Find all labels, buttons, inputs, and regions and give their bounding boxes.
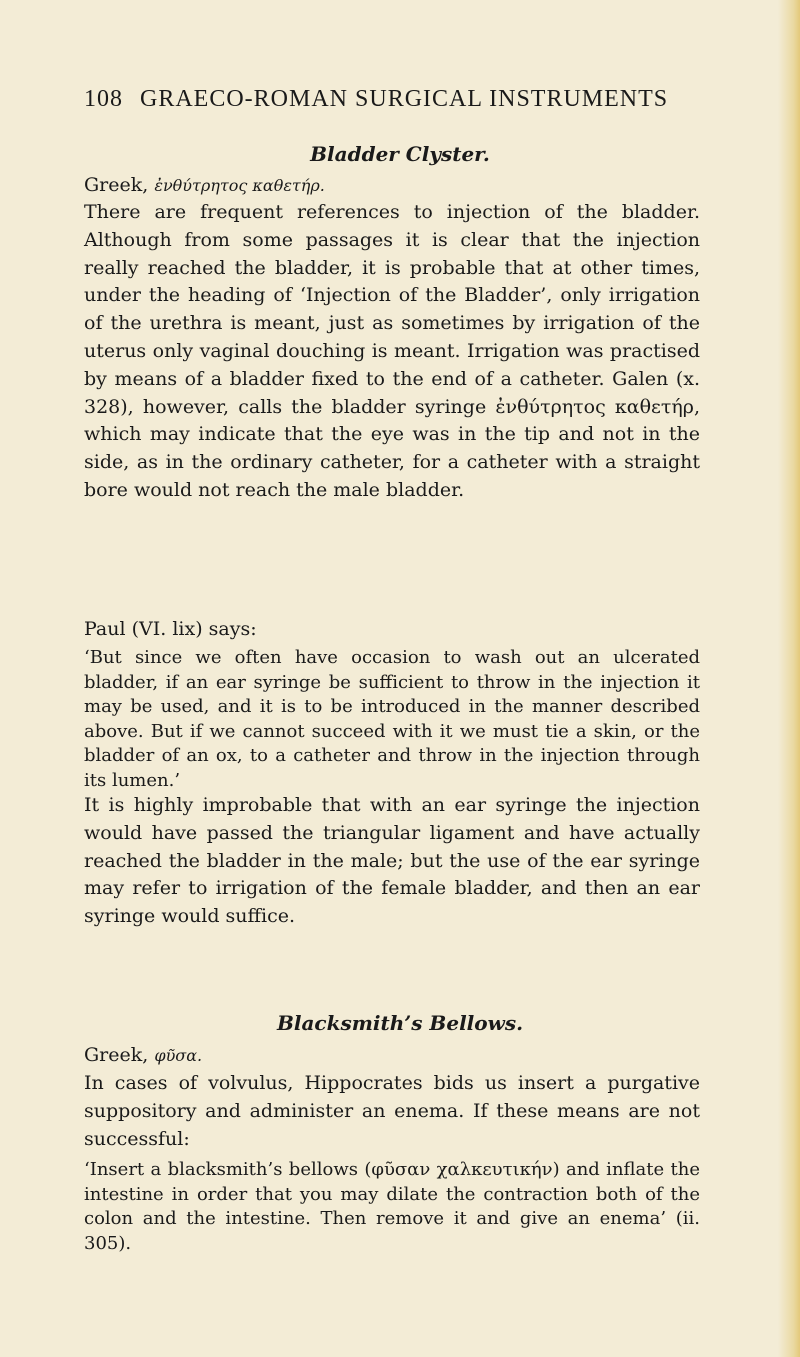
greek-term-line (84, 174, 325, 196)
page-number: 108 (84, 86, 123, 112)
paragraph-injection-bladder: There are frequent references to injection of the bladder. Although from some passages it is clear that the injection really reached the bladder, it is probable that at other times, under the heading of ‘Injection of the Bladder’, only irrigation of the urethra is meant, just as sometimes by irrigation of the uterus only vaginal douching is meant. Irrigation was practised by means of a bladder fixed to the end of a catheter. Galen (x. 328), however, calls the bladder syringe ἐνθύτρητος καθετήρ, which may indicate that the eye was in the tip and not in the side, as in the ordinary catheter, for a catheter with a straight bore would not reach the male bladder. (84, 201, 700, 501)
quote-hippocrates: ‘Insert a blacksmith’s bellows (φῦσαν χαλκευτικήν) and inflate the intestine in order that you may dilate the contraction both of the colon and the intestine. Then remove it and give an enema’ (ii. 305). (84, 1159, 700, 1254)
greek-label-2: Greek, (84, 1044, 149, 1066)
section-heading-blacksmiths-bellows: Blacksmith’s Bellows. (276, 1011, 524, 1035)
quote-paul: ‘But since we often have occasion to wash out an ulcerated bladder, if an ear syringe be sufficient to throw in the injection it may be used, and it is to be introduced in the manner described above. But if we cannot succeed with it we must tie a skin, or the bladder of an ox, to a catheter and throw in the injection through its lumen.’ (84, 647, 700, 791)
paragraph-volvulus: In cases of volvulus, Hippocrates bids us insert a purgative suppository and administer an enema. If these means are not successful: (84, 1072, 700, 1150)
greek-term: ἐνθύτρητος καθετήρ. (154, 176, 325, 195)
page-edge-shadow (778, 0, 800, 1357)
running-header (84, 86, 704, 113)
running-title: GRAECO-ROMAN SURGICAL INSTRUMENTS (140, 86, 669, 112)
greek-term-line-2 (84, 1044, 202, 1066)
paragraph-ear-syringe: It is highly improbable that with an ear syringe the injection would have passed the triangular ligament and have actually reached the bladder in the male; but the use of the ear syringe may refer to irrigation of the female bladder, and then an ear syringe would suffice. (84, 794, 700, 928)
paragraph-paul-says: Paul (VI. lix) says: (84, 618, 257, 640)
greek-term-2: φῦσα. (154, 1046, 203, 1065)
greek-label: Greek, (84, 174, 149, 196)
section-heading-bladder-clyster: Bladder Clyster. (310, 142, 490, 166)
